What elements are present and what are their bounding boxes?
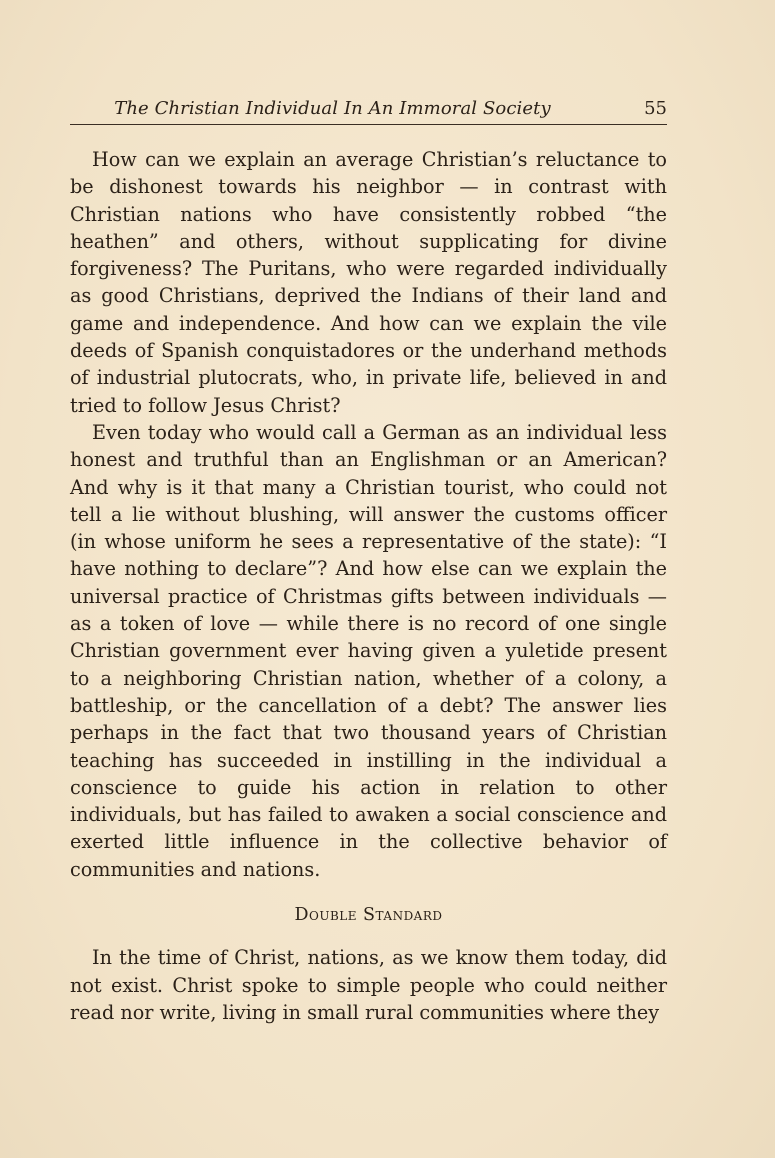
paragraph-2: Even today who would call a German as an individual less honest and truthful than an Englishman or an American? And why is it that many a Christian tourist, who could not tell a lie without blushing, will answer the customs officer (in whose uniform he sees a representative of the state): “I have nothing to declare”? And how else can we explain the universal practice of Christmas gifts between individuals — as a token of love — while there is no record of one single Christian government ever having given a yuletide present to a neighboring Christian nation, whether of a colony, a battleship, or the cancellation of a debt? The answer lies perhaps in the fact that two thousand years of Christian teaching has succeeded in instilling in the individual a conscience to guide his action in relation to other individuals, but has failed to awaken a social conscience and exerted little influence in the collective behavior of communities and nations. (70, 420, 667, 881)
paragraph-1: How can we explain an average Christian’s reluctance to be dishonest towards his neighbor — in contrast with Christian nations who have consistently robbed “the heathen” and others, without supplicating for divine forgiveness? The Puritans, who were regarded individually as good Christians, deprived the Indians of their land and game and independence. And how can we explain the vile deeds of Spanish conquistadores or the underhand methods of industrial plutocrats, who, in private life, believed in and tried to follow Jesus Christ? (70, 148, 667, 417)
running-header (70, 96, 667, 125)
section-heading: Double Standard (294, 905, 443, 926)
paragraph-3: In the time of Christ, nations, as we know them today, did not exist. Christ spoke to simple people who could neither read nor write, living in small rural communities where they (70, 946, 667, 1024)
page-number: 55 (644, 98, 667, 119)
body-text (70, 146, 667, 1026)
running-title: The Christian Individual In An Immoral Society (114, 98, 551, 119)
